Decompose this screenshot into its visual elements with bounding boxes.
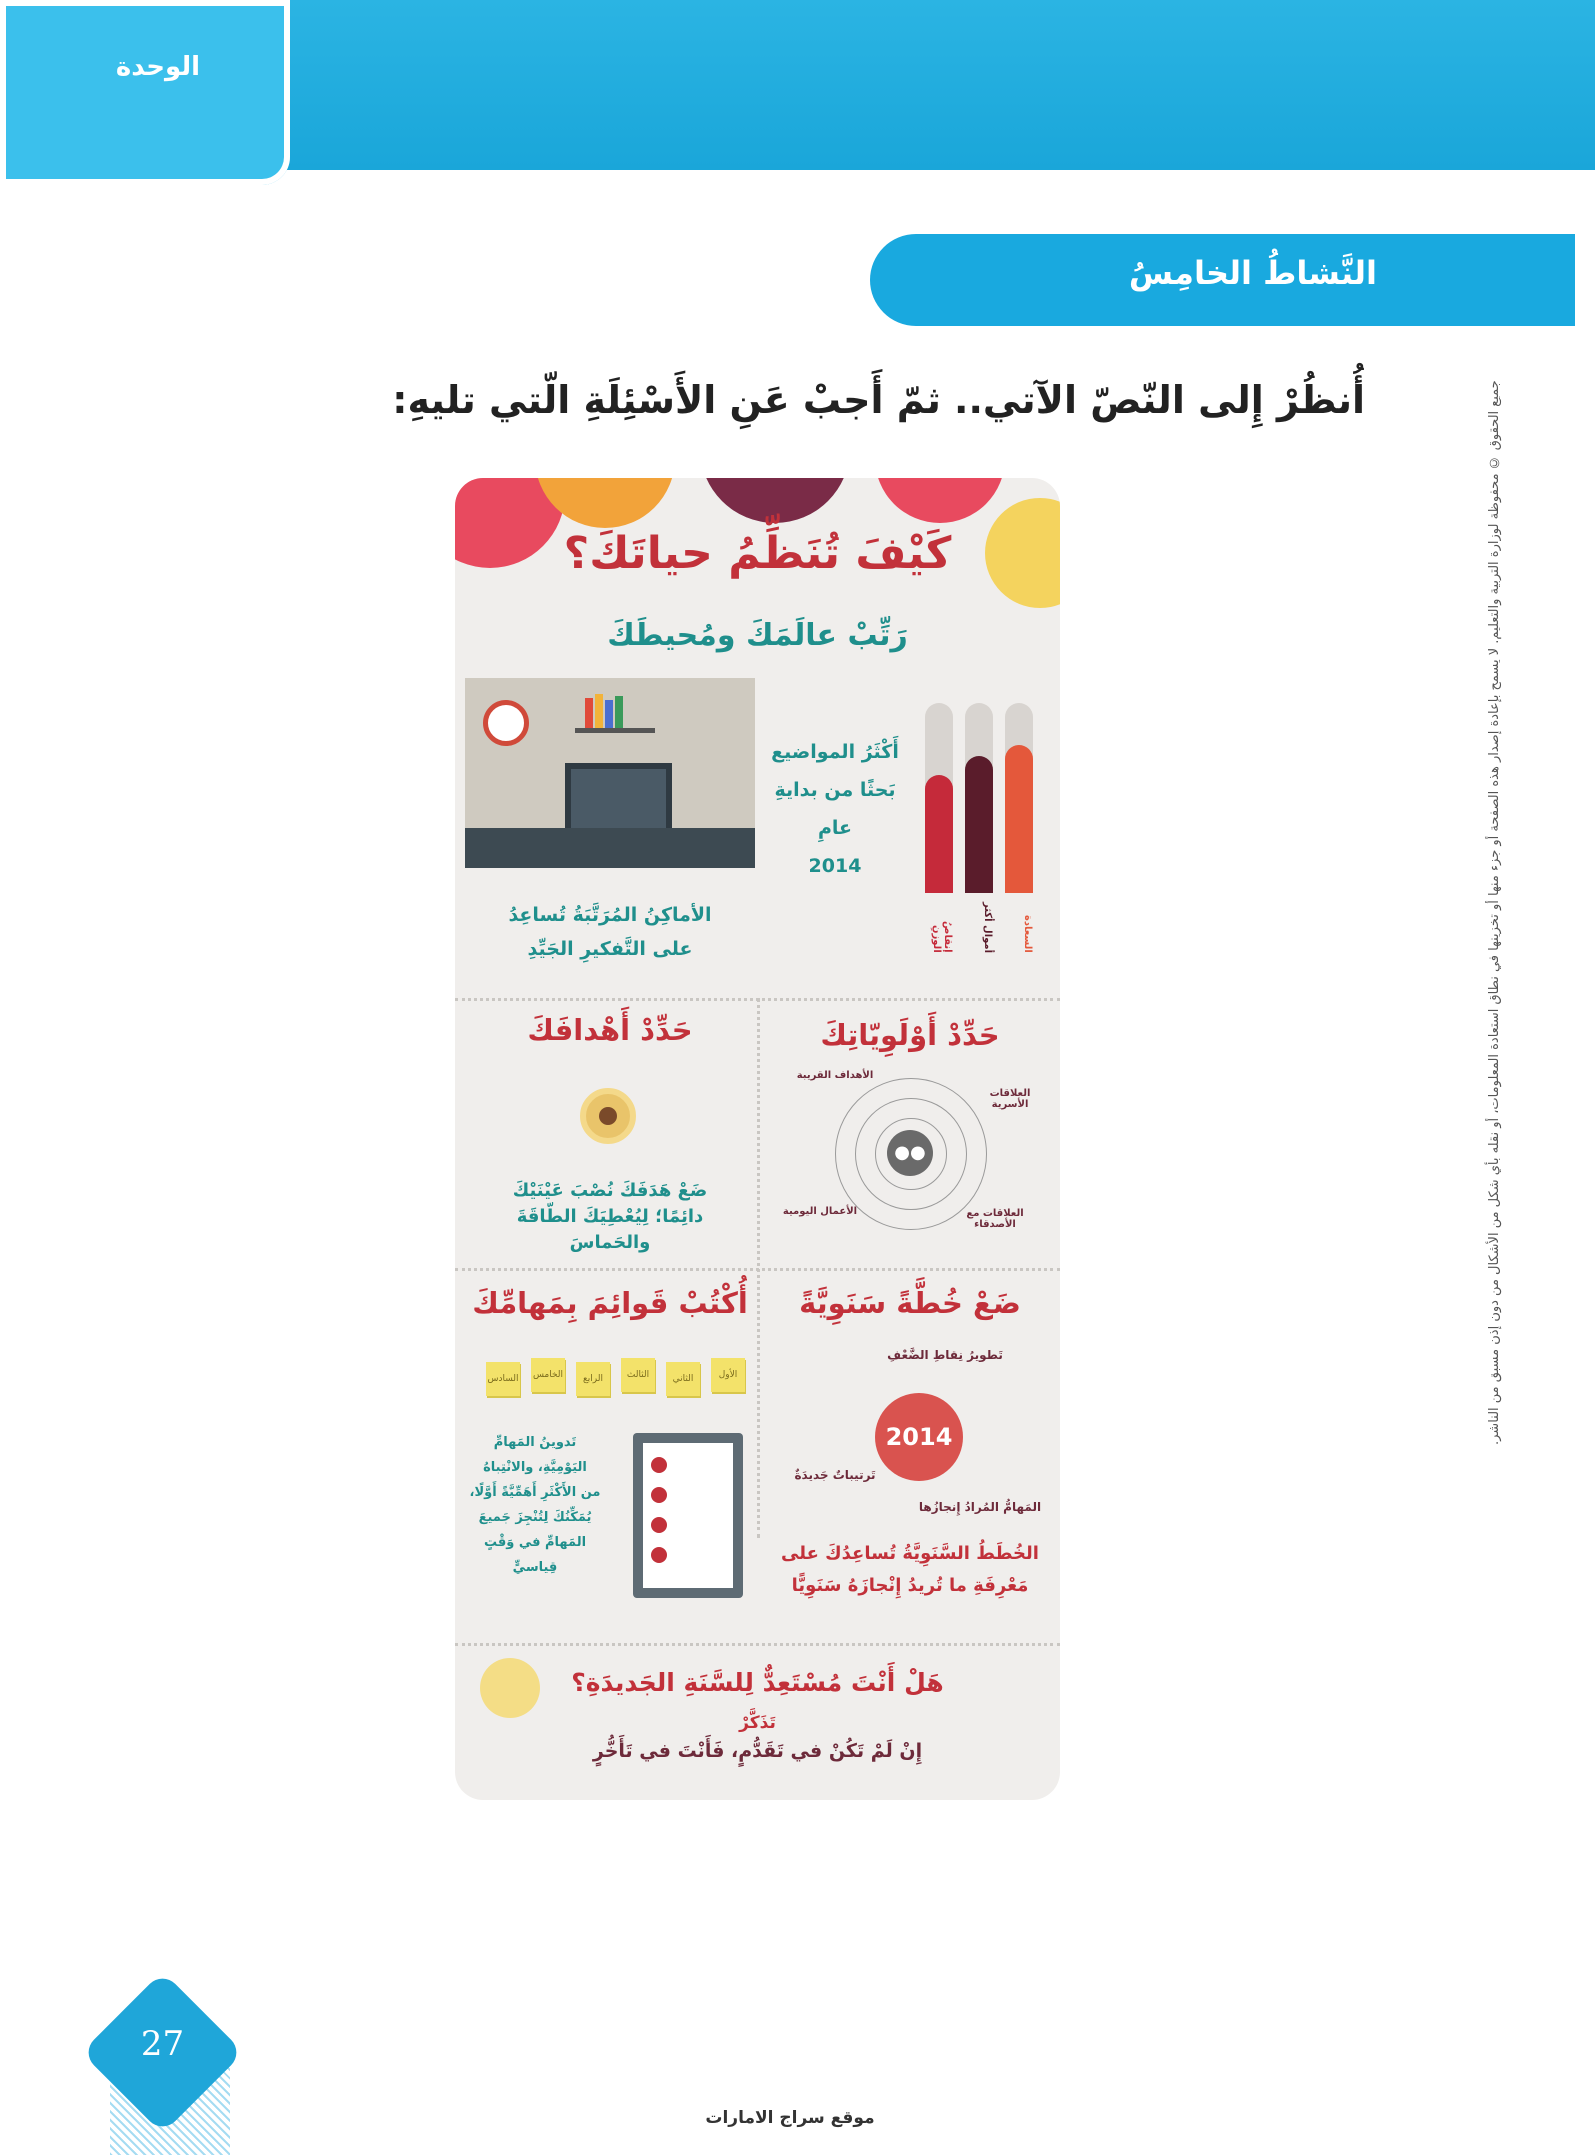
target-icon (580, 1088, 636, 1144)
topic-bar-fill (965, 756, 993, 893)
sticky-note: الثاني (666, 1362, 700, 1396)
closing-remember-text: إِنْ لَمْ تَكُنْ في تَقَدُّمٍ، فَأَنْتَ في تَأَخُّرٍ (592, 1740, 923, 1762)
infographic-title: كَيْفَ تُنَظِّمُ حياتَكَ؟ (563, 528, 952, 579)
office-illustration (465, 678, 755, 868)
instruction-text: أُنظُرْ إِلى النّصّ الآتي.. ثمّ أَجبْ عَنِ الأَسْئِلَةِ الّتي تليهِ: (392, 378, 1365, 422)
divider (455, 1268, 1060, 1271)
topics-line: بَحثًا من بدايةِ (774, 779, 896, 801)
copyright-text: جميع الحقوق © محفوظة لوزارة التربية والتعليم. لا يسمح بإعادة إصدار هذه الصفحة أو جزء منها أو تخزينها في نطاق استعادة المعلومات، أو نقله بأي شكل من الأشكال من دون إذن مسبق من الناشر. (1487, 380, 1502, 1445)
topics-bar-chart (925, 683, 1045, 953)
closing-question: هَلْ أَنْتَ مُسْتَعِدٌّ لِلسَّنَةِ الجَديدَةِ؟ (571, 1668, 944, 1697)
plan-label: تَطويرُ نِقاطِ الضَّعْفِ (887, 1348, 1003, 1362)
desk (465, 828, 755, 868)
places-line: على التَّفكيرِ الجَيِّدِ (527, 938, 693, 960)
goals-heading: حَدِّدْ أَهْدافَكَ (527, 1013, 693, 1047)
goals-line: والحَماسَ (569, 1232, 651, 1253)
lists-line: قِياسيٍّ (512, 1560, 558, 1575)
topic-bar (1005, 703, 1033, 893)
decor-circle (700, 478, 850, 523)
sticky-note: الأول (711, 1358, 745, 1392)
goals-line: دائِمًا؛ لِيُعْطِيَكَ الطّاقَةَ (516, 1206, 704, 1227)
goals-caption (465, 1178, 755, 1256)
computer-monitor-icon (565, 763, 672, 835)
sticky-notes (475, 1358, 745, 1398)
topics-line: عامِ (817, 817, 853, 839)
topics-line: أَكْثَرُ المواضيع (771, 741, 899, 763)
closing-remember: تَذَكَّرْ (739, 1713, 776, 1733)
infographic (455, 478, 1060, 1800)
priority-label: الأعمال اليومية (782, 1206, 858, 1217)
plan-caption-line: الخُطَطُ السَّنَوِيَّةُ تُساعِدُكَ على (781, 1543, 1039, 1564)
lists-line: اليَوْمِيَّةِ، والانْتِباهُ (483, 1460, 587, 1475)
checklist-icon (633, 1433, 743, 1598)
people-icon: ●● (887, 1130, 933, 1176)
lists-caption (465, 1430, 605, 1580)
topic-bar (925, 703, 953, 893)
priorities-heading: حَدِّدْ أَوْلَوِيّاتِكَ (820, 1018, 1000, 1052)
plan-caption-line: مَعْرِفَةِ ما تُريدُ إِنْجازَهُ سَنَوِيًّا (791, 1575, 1029, 1596)
unit-tab (0, 0, 290, 185)
places-line: الأماكِنُ المُرَتَّبَةُ تُساعِدُ (508, 904, 712, 926)
plan-label: المَهامُّ المُرادُ إِنجازُها (918, 1500, 1042, 1514)
clock-icon (483, 700, 529, 746)
lists-line: يُمَكِّنُكَ لِتُنْجِزَ جَميعَ (478, 1510, 592, 1525)
bookshelf-icon (575, 688, 655, 733)
unit-label: الوحدة (115, 52, 200, 82)
priority-label: العلاقات الأسرية (989, 1088, 1031, 1110)
topic-bar-label: إنقاصُ الوزنِ (931, 921, 953, 953)
topic-bar (965, 703, 993, 893)
sticky-note: السادس (486, 1362, 520, 1396)
priority-label: الأهداف القريبة (796, 1070, 874, 1081)
lists-heading: أُكْتُبْ قَوائِمَ بِمَهامِّكَ (472, 1286, 748, 1320)
sticky-note: الثالث (621, 1358, 655, 1392)
plan-caption (765, 1538, 1055, 1602)
lists-line: تَدوينُ المَهامِّ (493, 1435, 577, 1450)
sticky-note: الخامس (531, 1358, 565, 1392)
goals-line: ضَعْ هَدَفَكَ نُصْبَ عَيْنَيْكَ (512, 1180, 708, 1201)
plan-heading: ضَعْ خُطَّةً سَنَوِيَّةً (799, 1286, 1021, 1320)
topic-bar-label: السعادة (1022, 915, 1033, 953)
footer-text: موقع سراج الامارات (705, 2108, 875, 2128)
decor-circle (875, 478, 1005, 523)
section1-heading: رَتِّبْ عالَمَكَ ومُحيطَكَ (607, 618, 908, 653)
sticky-note: الرابع (576, 1362, 610, 1396)
activity-title: النَّشاطُ الخامِسُ (1128, 254, 1377, 292)
priority-label: العلاقات مع الأصدقاء (966, 1208, 1024, 1230)
plan-year-circle: 2014 (875, 1393, 963, 1481)
lists-line: من الأَكْثَرِ أَهَمِّيَّةً أَوَّلًا، (469, 1485, 601, 1500)
topic-bar-fill (925, 775, 953, 893)
topic-bar-label: أموال أكثر (982, 901, 993, 953)
topics-text (765, 733, 905, 885)
lists-line: المَهامِّ في وَقْتٍ (483, 1535, 587, 1550)
topics-line: 2014 (808, 855, 862, 877)
topic-bar-fill (1005, 745, 1033, 893)
plan-label: تَرتيباتٌ جَديدَةٌ (794, 1468, 876, 1482)
divider (455, 1643, 1060, 1646)
places-caption (465, 898, 755, 966)
page-number: 27 (140, 2024, 185, 2064)
